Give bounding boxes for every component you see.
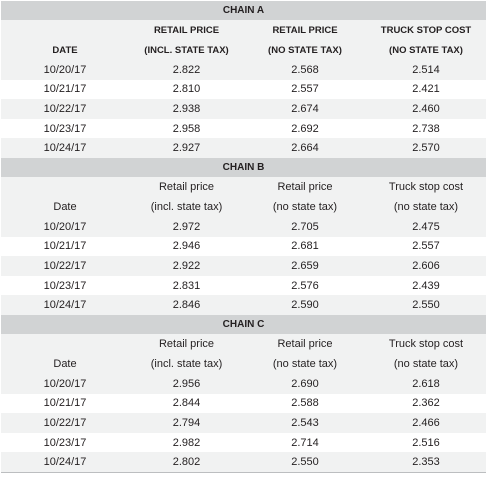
date-cell: 10/21/17 bbox=[1, 237, 129, 257]
truck-stop-cost-cell: 2.570 bbox=[366, 138, 486, 158]
truck-stop-cost-cell: 2.362 bbox=[366, 394, 486, 414]
retail-no-tax-cell: 2.690 bbox=[244, 374, 366, 394]
date-cell: 10/20/17 bbox=[1, 60, 129, 80]
header-truck-stop-cost: TRUCK STOP COST bbox=[366, 20, 486, 40]
table-row bbox=[1, 60, 486, 80]
retail-no-tax-cell: 2.550 bbox=[244, 452, 366, 472]
table-row bbox=[1, 452, 486, 472]
header-date: DATE bbox=[1, 40, 129, 60]
table-row bbox=[1, 256, 486, 276]
truck-stop-cost-cell: 2.557 bbox=[366, 237, 486, 257]
header-retail-price-incl-tax: Retail price bbox=[129, 177, 244, 197]
header-truck-no-state-tax: (no state tax) bbox=[366, 197, 486, 217]
truck-stop-cost-cell: 2.353 bbox=[366, 452, 486, 472]
header-retail-price-incl-tax: RETAIL PRICE bbox=[129, 20, 244, 40]
date-header-spacer bbox=[1, 20, 129, 40]
retail-incl-tax-cell: 2.956 bbox=[129, 374, 244, 394]
header-truck-stop-cost: Truck stop cost bbox=[366, 177, 486, 197]
date-cell: 10/24/17 bbox=[1, 452, 129, 472]
date-cell: 10/24/17 bbox=[1, 295, 129, 315]
retail-incl-tax-cell: 2.810 bbox=[129, 80, 244, 100]
retail-no-tax-cell: 2.590 bbox=[244, 295, 366, 315]
table-row bbox=[1, 413, 486, 433]
header-date: Date bbox=[1, 197, 129, 217]
truck-stop-cost-cell: 2.421 bbox=[366, 80, 486, 100]
column-header-row-bottom bbox=[1, 354, 486, 374]
truck-stop-cost-cell: 2.460 bbox=[366, 99, 486, 119]
table-row bbox=[1, 237, 486, 257]
retail-no-tax-cell: 2.681 bbox=[244, 237, 366, 257]
column-header-row-top bbox=[1, 177, 486, 197]
retail-no-tax-cell: 2.588 bbox=[244, 394, 366, 414]
date-cell: 10/22/17 bbox=[1, 256, 129, 276]
header-retail-price-no-tax: Retail price bbox=[244, 177, 366, 197]
table-row bbox=[1, 295, 486, 315]
retail-incl-tax-cell: 2.972 bbox=[129, 217, 244, 237]
retail-incl-tax-cell: 2.927 bbox=[129, 138, 244, 158]
date-cell: 10/21/17 bbox=[1, 80, 129, 100]
table-row bbox=[1, 217, 486, 237]
header-retail-price-no-tax: RETAIL PRICE bbox=[244, 20, 366, 40]
header-retail-price-incl-tax: Retail price bbox=[129, 334, 244, 354]
header-incl-state-tax: (INCL. STATE TAX) bbox=[129, 40, 244, 60]
column-header-row-bottom bbox=[1, 40, 486, 60]
column-header-row-top bbox=[1, 334, 486, 354]
chain-title: CHAIN C bbox=[1, 315, 486, 334]
truck-stop-cost-cell: 2.618 bbox=[366, 374, 486, 394]
header-incl-state-tax: (incl. state tax) bbox=[129, 354, 244, 374]
column-header-row-top bbox=[1, 20, 486, 40]
column-header-row-bottom bbox=[1, 197, 486, 217]
table-row bbox=[1, 99, 486, 119]
retail-no-tax-cell: 2.705 bbox=[244, 217, 366, 237]
header-retail-price-no-tax: Retail price bbox=[244, 334, 366, 354]
header-date: Date bbox=[1, 354, 129, 374]
date-cell: 10/24/17 bbox=[1, 138, 129, 158]
table-row bbox=[1, 138, 486, 158]
table-row bbox=[1, 394, 486, 414]
retail-incl-tax-cell: 2.831 bbox=[129, 276, 244, 296]
retail-incl-tax-cell: 2.982 bbox=[129, 433, 244, 453]
truck-stop-cost-cell: 2.550 bbox=[366, 295, 486, 315]
retail-incl-tax-cell: 2.958 bbox=[129, 119, 244, 139]
retail-incl-tax-cell: 2.794 bbox=[129, 413, 244, 433]
retail-no-tax-cell: 2.557 bbox=[244, 80, 366, 100]
chain-title-row bbox=[1, 315, 486, 334]
chain-title-row bbox=[1, 1, 486, 20]
retail-no-tax-cell: 2.714 bbox=[244, 433, 366, 453]
truck-stop-cost-cell: 2.466 bbox=[366, 413, 486, 433]
retail-no-tax-cell: 2.692 bbox=[244, 119, 366, 139]
header-no-state-tax: (no state tax) bbox=[244, 197, 366, 217]
date-header-spacer bbox=[1, 334, 129, 354]
date-cell: 10/23/17 bbox=[1, 119, 129, 139]
truck-stop-cost-cell: 2.516 bbox=[366, 433, 486, 453]
retail-no-tax-cell: 2.659 bbox=[244, 256, 366, 276]
table-body bbox=[1, 1, 486, 472]
table-row bbox=[1, 433, 486, 453]
date-cell: 10/23/17 bbox=[1, 276, 129, 296]
table-row bbox=[1, 80, 486, 100]
date-cell: 10/21/17 bbox=[1, 394, 129, 414]
header-truck-no-state-tax: (NO STATE TAX) bbox=[366, 40, 486, 60]
truck-stop-cost-cell: 2.439 bbox=[366, 276, 486, 296]
retail-incl-tax-cell: 2.922 bbox=[129, 256, 244, 276]
truck-stop-cost-cell: 2.514 bbox=[366, 60, 486, 80]
header-truck-stop-cost: Truck stop cost bbox=[366, 334, 486, 354]
header-no-state-tax: (no state tax) bbox=[244, 354, 366, 374]
chain-title: CHAIN A bbox=[1, 1, 486, 20]
table-row bbox=[1, 276, 486, 296]
truck-stop-cost-cell: 2.738 bbox=[366, 119, 486, 139]
chain-title: CHAIN B bbox=[1, 158, 486, 177]
date-cell: 10/20/17 bbox=[1, 217, 129, 237]
date-header-spacer bbox=[1, 177, 129, 197]
retail-incl-tax-cell: 2.946 bbox=[129, 237, 244, 257]
header-truck-no-state-tax: (no state tax) bbox=[366, 354, 486, 374]
table-row bbox=[1, 374, 486, 394]
retail-incl-tax-cell: 2.802 bbox=[129, 452, 244, 472]
retail-incl-tax-cell: 2.846 bbox=[129, 295, 244, 315]
header-incl-state-tax: (incl. state tax) bbox=[129, 197, 244, 217]
retail-incl-tax-cell: 2.844 bbox=[129, 394, 244, 414]
retail-no-tax-cell: 2.576 bbox=[244, 276, 366, 296]
date-cell: 10/23/17 bbox=[1, 433, 129, 453]
retail-incl-tax-cell: 2.938 bbox=[129, 99, 244, 119]
date-cell: 10/22/17 bbox=[1, 413, 129, 433]
retail-no-tax-cell: 2.674 bbox=[244, 99, 366, 119]
header-no-state-tax: (NO STATE TAX) bbox=[244, 40, 366, 60]
retail-no-tax-cell: 2.543 bbox=[244, 413, 366, 433]
truck-stop-cost-cell: 2.475 bbox=[366, 217, 486, 237]
retail-incl-tax-cell: 2.822 bbox=[129, 60, 244, 80]
date-cell: 10/22/17 bbox=[1, 99, 129, 119]
fuel-price-table bbox=[1, 1, 486, 473]
date-cell: 10/20/17 bbox=[1, 374, 129, 394]
truck-stop-cost-cell: 2.606 bbox=[366, 256, 486, 276]
retail-no-tax-cell: 2.568 bbox=[244, 60, 366, 80]
chain-title-row bbox=[1, 158, 486, 177]
table-row bbox=[1, 119, 486, 139]
retail-no-tax-cell: 2.664 bbox=[244, 138, 366, 158]
